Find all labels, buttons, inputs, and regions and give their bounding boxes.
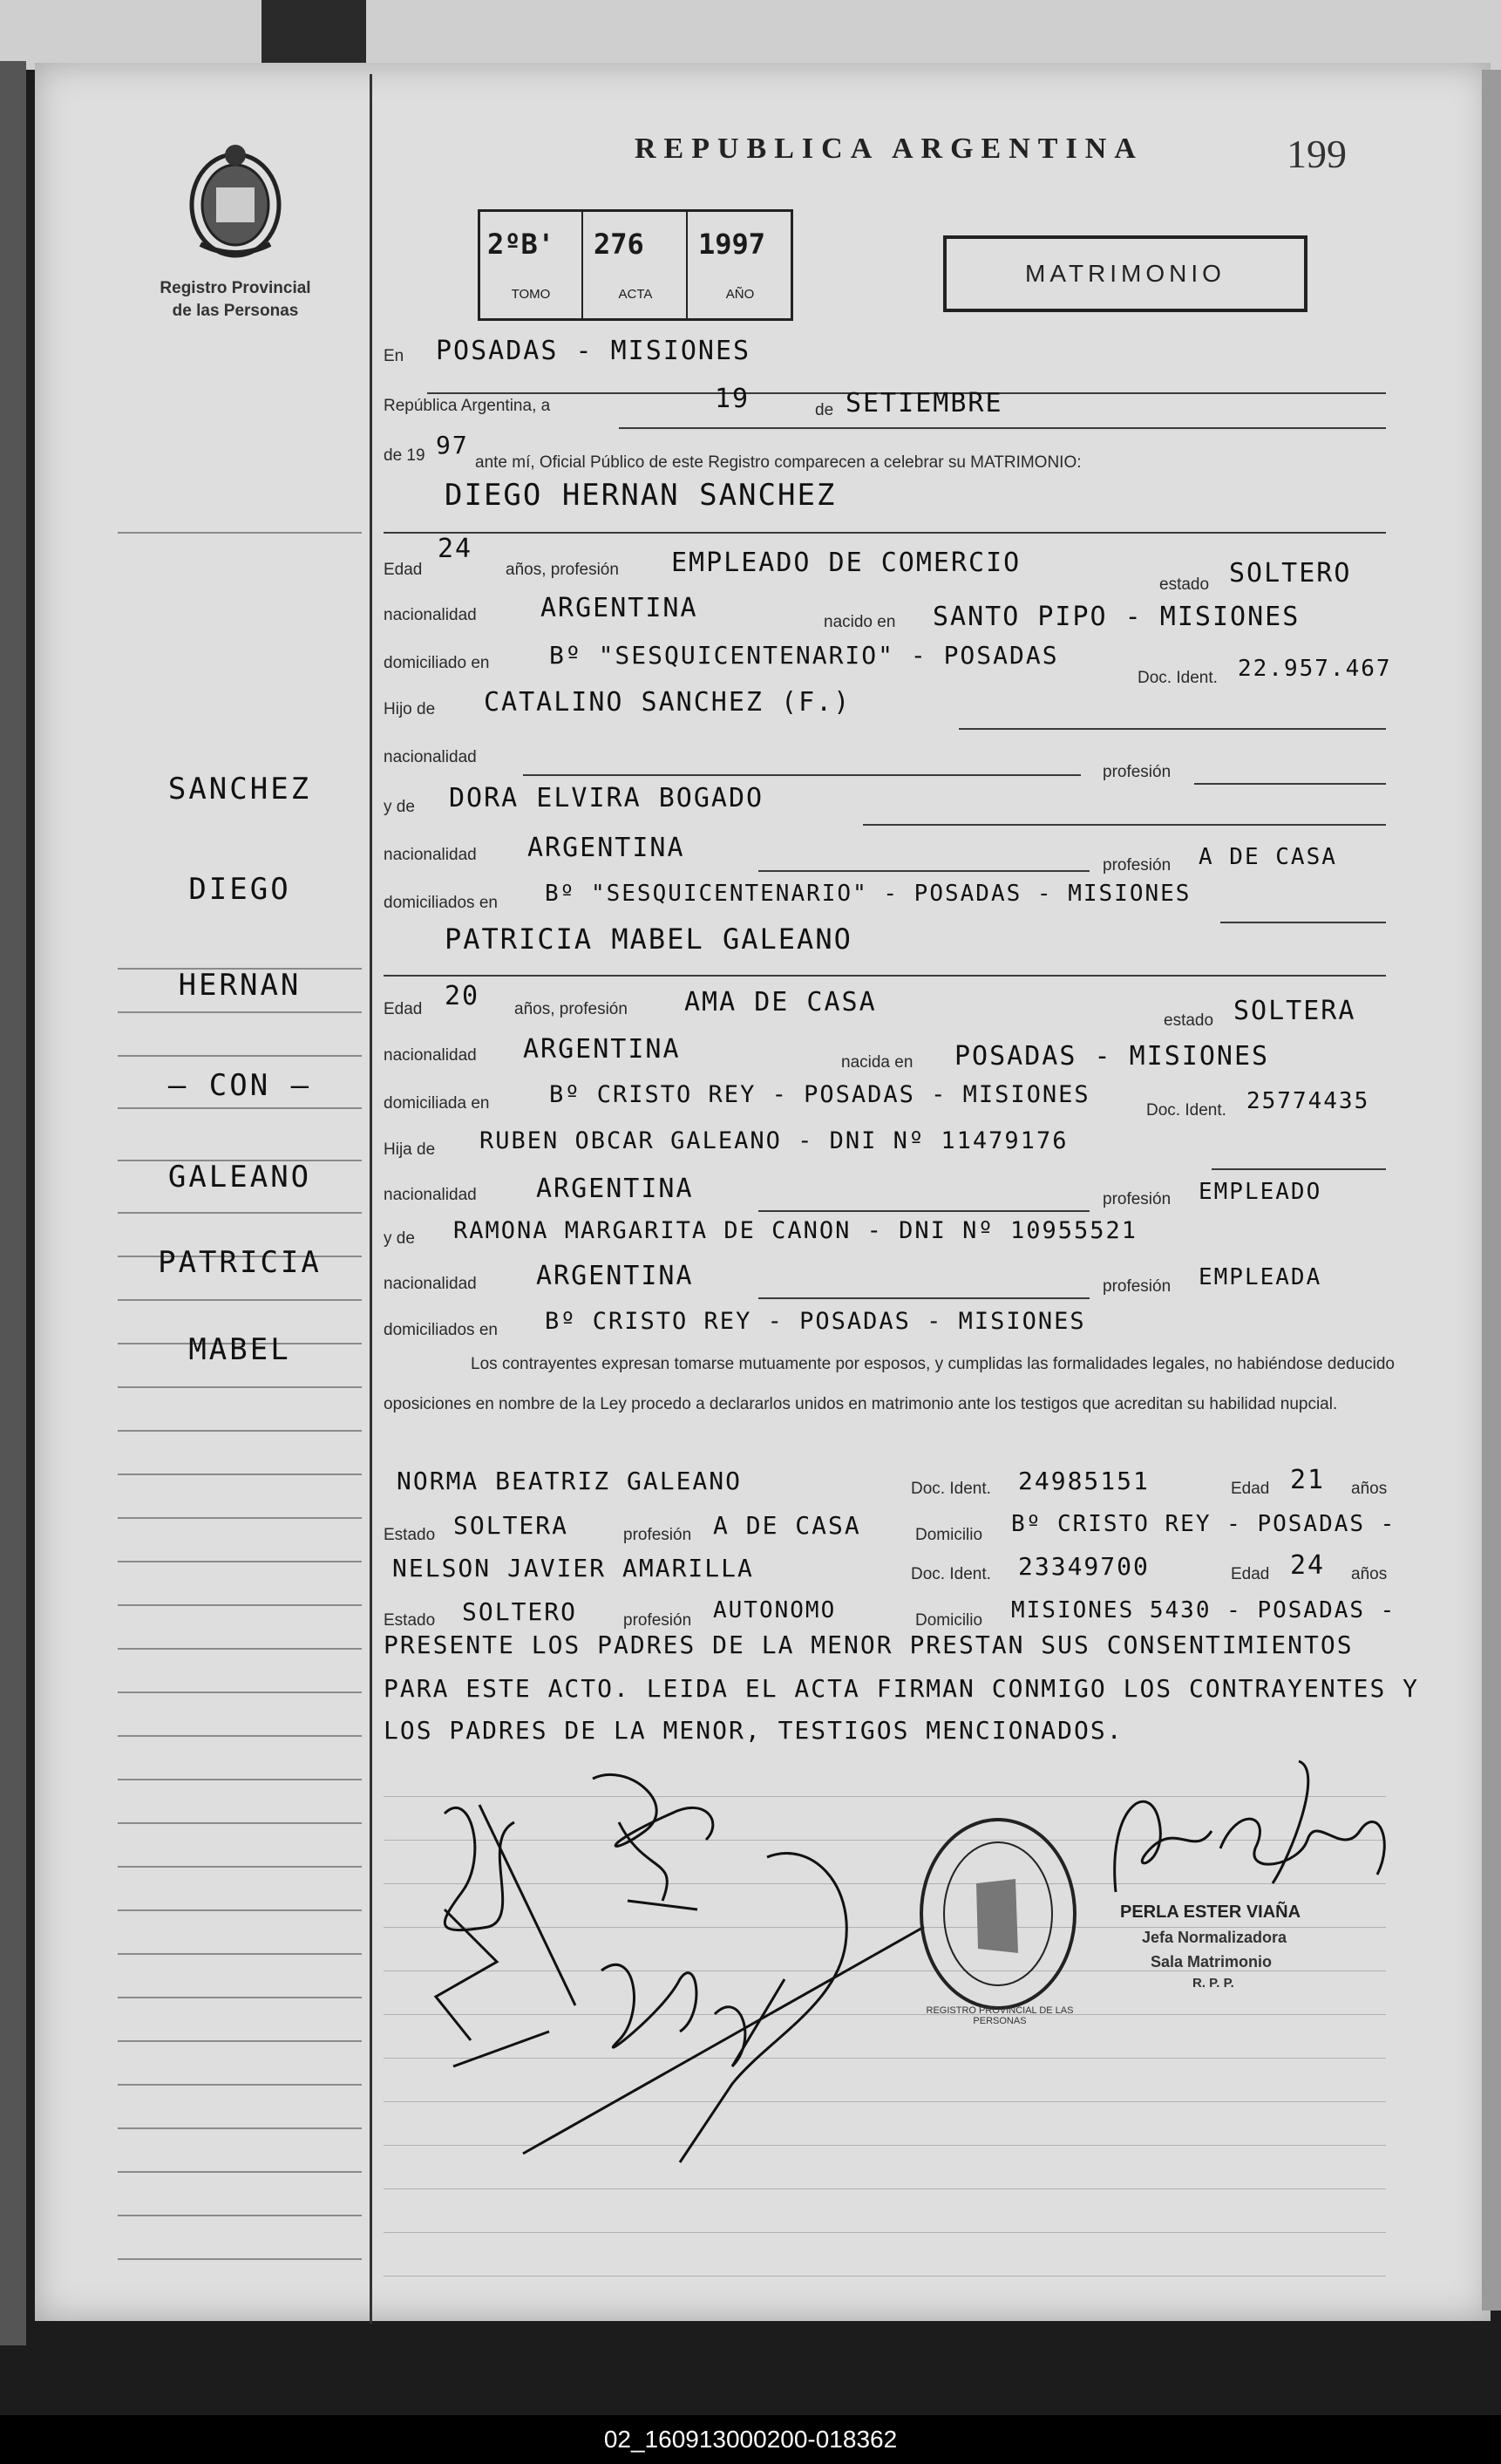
groom-doc: 22.957.467 [1238, 656, 1392, 682]
witness-1-doc: 24985151 [1018, 1467, 1150, 1495]
bride-mother-nationality: ARGENTINA [536, 1261, 694, 1291]
witness-2-doc: 23349700 [1018, 1552, 1150, 1581]
groom-mother-label: y de [384, 798, 415, 816]
bride-father-prof-label: profesión [1103, 1190, 1172, 1208]
bride-nacida-label: nacida en [841, 1053, 914, 1072]
republica-label: República Argentina, a [384, 397, 551, 415]
coat-of-arms-icon [183, 140, 288, 262]
groom-name: DIEGO HERNAN SANCHEZ [445, 478, 837, 513]
witness-1-name: NORMA BEATRIZ GALEANO [397, 1467, 743, 1495]
margin-note-7: MABEL [188, 1332, 291, 1367]
groom-father: CATALINO SANCHEZ (F.) [484, 687, 852, 718]
footer-id: 02_160913000200-018362 [0, 2415, 1501, 2464]
bride-parents-address: Bº CRISTO REY - POSADAS - MISIONES [545, 1308, 1086, 1335]
groom-parents-address: Bº "SESQUICENTENARIO" - POSADAS - MISIONES [545, 881, 1192, 907]
groom-dom-label: domiciliado en [384, 654, 490, 672]
witness-2-doc-label: Doc. Ident. [911, 1565, 991, 1583]
en-label: En [384, 347, 404, 365]
groom-edad-label: Edad [384, 561, 423, 579]
tomo-label: TOMO [511, 287, 551, 302]
record-box [478, 209, 793, 321]
groom-mother-prof-label: profesión [1103, 856, 1172, 875]
bride-father-label: Hija de [384, 1140, 436, 1159]
groom-father-label: Hijo de [384, 700, 436, 718]
signatures-graphic [418, 1753, 959, 2188]
groom-birthplace: SANTO PIPO - MISIONES [933, 602, 1301, 632]
witness-2-name: NELSON JAVIER AMARILLA [392, 1554, 754, 1583]
bride-mother-nat-label: nacionalidad [384, 1275, 477, 1293]
margin-note-5: GALEANO [167, 1160, 312, 1195]
registry-name [131, 277, 340, 323]
groom-father-prof-label: profesión [1103, 763, 1172, 781]
country-title: REPUBLICA ARGENTINA [635, 133, 1144, 165]
witness-2-status: SOLTERO [462, 1597, 578, 1626]
background-top [0, 0, 1501, 70]
groom-profession: EMPLEADO DE COMERCIO [671, 548, 1022, 578]
witness-1-estado-label: Estado [384, 1526, 436, 1544]
page-edge [1482, 70, 1501, 2311]
de-label: de [815, 401, 834, 419]
bride-doc: 25774435 [1246, 1088, 1370, 1114]
anio-value: 1997 [698, 228, 766, 261]
underline [1212, 1168, 1386, 1170]
bride-mother-profession: EMPLEADA [1199, 1264, 1322, 1290]
bride-nationality: ARGENTINA [523, 1034, 681, 1065]
bride-mother-label: y de [384, 1229, 415, 1248]
witness-2-dom-label: Domicilio [915, 1611, 983, 1630]
official-title-1: Jefa Normalizadora [1142, 1929, 1287, 1946]
witness-1-profesion-label: profesión [623, 1526, 692, 1544]
bride-status: SOLTERA [1233, 996, 1356, 1026]
bride-mother-prof-label: profesión [1103, 1277, 1172, 1296]
year-prefix: de 19 [384, 446, 425, 465]
groom-profesion-label: años, profesión [506, 561, 619, 579]
bride-parents-dom-label: domiciliados en [384, 1321, 498, 1339]
underline [758, 870, 1090, 872]
underline [959, 728, 1386, 730]
bride-address: Bº CRISTO REY - POSADAS - MISIONES [549, 1081, 1090, 1108]
acta-label: ACTA [618, 287, 653, 302]
witness-1-address: Bº CRISTO REY - POSADAS - [1011, 1511, 1396, 1537]
groom-age: 24 [438, 534, 473, 564]
witness-2-edad-label: Edad [1231, 1565, 1270, 1583]
bride-estado-label: estado [1164, 1011, 1214, 1030]
stamp-text: REGISTRO PROVINCIAL DE LAS PERSONAS [926, 2005, 1074, 2026]
bride-edad-label: Edad [384, 1000, 423, 1018]
official-name: PERLA ESTER VIAÑA [1120, 1902, 1301, 1922]
witness-2-profession: AUTONOMO [713, 1597, 837, 1623]
tomo-value: 2ºB' [487, 228, 555, 261]
margin-note-1: SANCHEZ [167, 772, 312, 807]
official-title-2: Sala Matrimonio [1151, 1953, 1273, 1971]
note-line-3: LOS PADRES DE LA MENOR, TESTIGOS MENCIONADOS. [384, 1716, 1124, 1745]
witness-1-dom-label: Domicilio [915, 1526, 983, 1544]
acta-value: 276 [594, 228, 644, 261]
book-spine [0, 61, 26, 2345]
year-suffix: 97 [436, 431, 469, 459]
underline [863, 824, 1386, 826]
bride-doc-label: Doc. Ident. [1146, 1101, 1226, 1120]
groom-mother-profession: A DE CASA [1199, 844, 1337, 870]
margin-divider [370, 74, 372, 2324]
groom-nac-label: nacionalidad [384, 606, 477, 624]
bride-profession: AMA DE CASA [684, 987, 877, 1018]
underline [758, 1297, 1090, 1299]
underline [1194, 783, 1386, 785]
groom-estado-label: estado [1159, 575, 1210, 594]
bride-father-profession: EMPLEADO [1199, 1179, 1322, 1205]
margin-note-4: — CON — [167, 1068, 312, 1103]
underline [619, 427, 1386, 429]
margin-note-2: DIEGO [188, 872, 291, 907]
witness-1-anios-label: años [1351, 1480, 1388, 1498]
intro-text: ante mí, Oficial Público de este Registro comparecen a celebrar su MATRIMONIO: [475, 453, 1082, 472]
groom-father-nat-label: nacionalidad [384, 748, 477, 766]
note-line-2: PARA ESTE ACTO. LEIDA EL ACTA FIRMAN CONMIGO LOS CONTRAYENTES Y [384, 1674, 1420, 1703]
witness-2-profesion-label: profesión [623, 1611, 692, 1630]
witness-1-doc-label: Doc. Ident. [911, 1480, 991, 1498]
groom-parents-dom-label: domiciliados en [384, 894, 498, 912]
official-signature [1098, 1753, 1403, 1909]
underline [1220, 922, 1386, 923]
official-title-3: R. P. P. [1192, 1976, 1234, 1991]
witness-1-age: 21 [1290, 1465, 1326, 1495]
groom-address: Bº "SESQUICENTENARIO" - POSADAS [549, 641, 1059, 670]
witness-2-anios-label: años [1351, 1565, 1388, 1583]
margin-note-6: PATRICIA [158, 1245, 322, 1280]
note-line-1: PRESENTE LOS PADRES DE LA MENOR PRESTAN SUS CONSENTIMIENTOS [384, 1630, 1354, 1659]
groom-nacido-label: nacido en [824, 613, 896, 631]
groom-mother-nationality: ARGENTINA [527, 833, 685, 863]
groom-nationality: ARGENTINA [540, 593, 698, 623]
day-value: 19 [715, 384, 750, 414]
margin-note-3: HERNAN [178, 968, 302, 1003]
bride-father: RUBEN OBCAR GALEANO - DNI Nº 11479176 [479, 1127, 1069, 1154]
witness-2-age: 24 [1290, 1550, 1326, 1581]
bride-nac-label: nacionalidad [384, 1046, 477, 1065]
bride-mother: RAMONA MARGARITA DE CANON - DNI Nº 10955521 [453, 1217, 1138, 1244]
tomo-cell [480, 212, 583, 318]
underline [384, 975, 1386, 977]
bride-dom-label: domiciliada en [384, 1094, 490, 1113]
groom-mother: DORA ELVIRA BOGADO [449, 783, 764, 813]
declaration-text: Los contrayentes expresan tomarse mutuamente por esposos, y cumplidas las formalidades legales, no habiéndose deducido oposiciones en nombre de la Ley procedo a declararlos unidos en matrimonio ante los testigos que acreditan su habilidad nupcial. [384, 1355, 1395, 1413]
place-value: POSADAS - MISIONES [436, 336, 751, 366]
document-type-box: MATRIMONIO [943, 235, 1307, 312]
acta-cell [583, 212, 688, 318]
witness-1-status: SOLTERA [453, 1511, 569, 1540]
groom-doc-label: Doc. Ident. [1138, 669, 1218, 687]
anio-cell [688, 212, 791, 318]
page-number: 199 [1287, 132, 1347, 176]
registry-line-2: de las Personas [172, 302, 299, 320]
underline [523, 774, 1081, 776]
bride-profesion-label: años, profesión [514, 1000, 628, 1018]
witness-2-estado-label: Estado [384, 1611, 436, 1630]
bride-father-nat-label: nacionalidad [384, 1186, 477, 1204]
bride-name: PATRICIA MABEL GALEANO [445, 922, 852, 956]
witness-1-profession: A DE CASA [713, 1511, 861, 1540]
registry-line-1: Registro Provincial [160, 279, 311, 297]
anio-label: AÑO [725, 287, 755, 302]
bride-birthplace: POSADAS - MISIONES [954, 1041, 1270, 1072]
witness-2-address: MISIONES 5430 - POSADAS - [1011, 1597, 1396, 1623]
witness-1-edad-label: Edad [1231, 1480, 1270, 1498]
bride-age: 20 [445, 981, 480, 1011]
groom-mother-nat-label: nacionalidad [384, 846, 477, 864]
bride-father-nationality: ARGENTINA [536, 1174, 694, 1204]
official-stamp-icon [915, 1814, 1081, 2014]
groom-status: SOLTERO [1229, 558, 1352, 589]
month-value: SETIEMBRE [846, 388, 1003, 419]
underline [758, 1210, 1090, 1212]
underline [384, 532, 1386, 534]
